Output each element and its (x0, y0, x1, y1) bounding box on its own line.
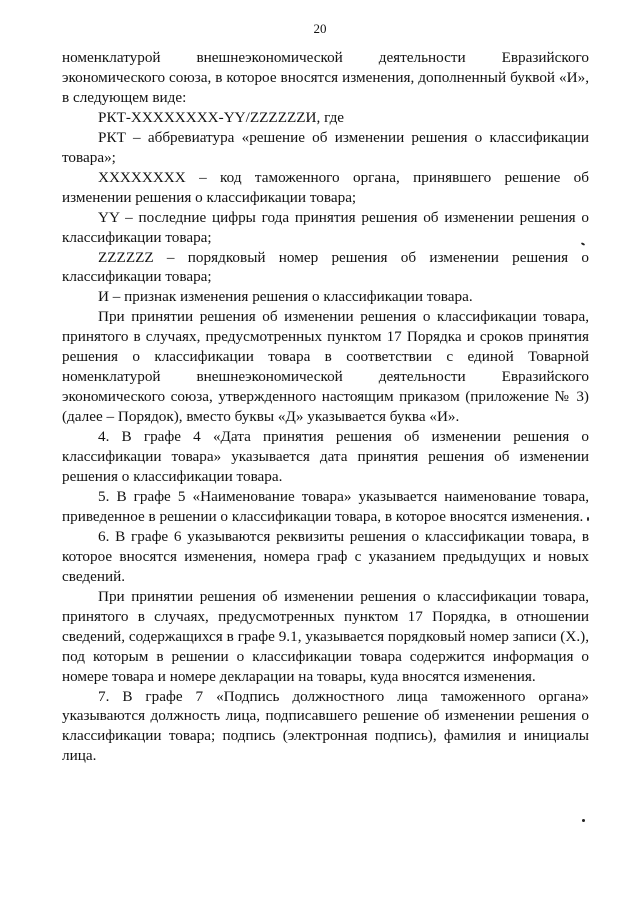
paragraph-item-5: 5. В графе 5 «Наименование товара» указывается наименование товара, приведенное в решении о классификации товара, в которое вносятся изменения. (62, 487, 589, 525)
paragraph-format-intro: номенклатурой внешнеэкономической деятельности Евразийского экономического союза, в которое вносятся изменения, дополненный буквой «И», в следующем виде: (62, 49, 589, 106)
scan-speck (582, 819, 585, 822)
paragraph-item-6: 6. В графе 6 указываются реквизиты решения о классификации товара, в которое вносятся изменения, номера граф с указанием предыдущих и новых сведений. (62, 527, 589, 585)
paragraph-i-definition: И – признак изменения решения о классификации товара. (98, 288, 473, 306)
document-body (62, 48, 589, 766)
page-number: 20 (313, 21, 327, 36)
paragraph-item-6-note: При принятии решения об изменении решения о классификации товара, принятого в случаях, предусмотренных пунктом 17 Порядка, в отношении сведений, содержащихся в графе 9.1, указывается порядковый номер записи (X.), под которым в решении о классификации товара содержится информация о номере товара и номере декларации на товары, куда вносятся изменения. (62, 587, 589, 685)
paragraph-yy-definition: YY – последние цифры года принятия решения об изменении решения о классификации товара; (62, 208, 589, 246)
paragraph-rkt-definition: РКТ – аббревиатура «решение об изменении решения о классификации товара»; (62, 128, 589, 166)
paragraph-item-7: 7. В графе 7 «Подпись должностного лица таможенного органа» указываются должность лица, подписавшего решение об изменении решения о классификации товара; подпись (электронная подпись), фамилия и инициалы лица. (62, 687, 589, 765)
paragraph-item-4: 4. В графе 4 «Дата принятия решения об изменении решения о классификации товара» указывается дата принятия решения об изменении решения о классификации товара. (62, 428, 589, 486)
paragraph-format-pattern: РКТ-XXXXXXXX-YY/ZZZZZZИ, где (98, 108, 345, 126)
paragraph-item-17-case: При принятии решения об изменении решения о классификации товара, принятого в случаях, предусмотренных пунктом 17 Порядка и сроков принятия решения о классификации товара в соответствии с единой Товарной номенклатурой внешнеэкономической деятельности Евразийского экономического союза, утвержденного настоящим приказом (приложение № 3) (далее – Порядок), вместо буквы «Д» указывается буква «И». (62, 308, 589, 426)
paragraph-z-definition: ZZZZZZ – порядковый номер решения об изменении решения о классификации товара; (62, 248, 589, 286)
scan-speck (587, 517, 589, 521)
paragraph-x-definition: XXXXXXXX – код таможенного органа, принявшего решение об изменении решения о классификации товара; (62, 168, 589, 206)
